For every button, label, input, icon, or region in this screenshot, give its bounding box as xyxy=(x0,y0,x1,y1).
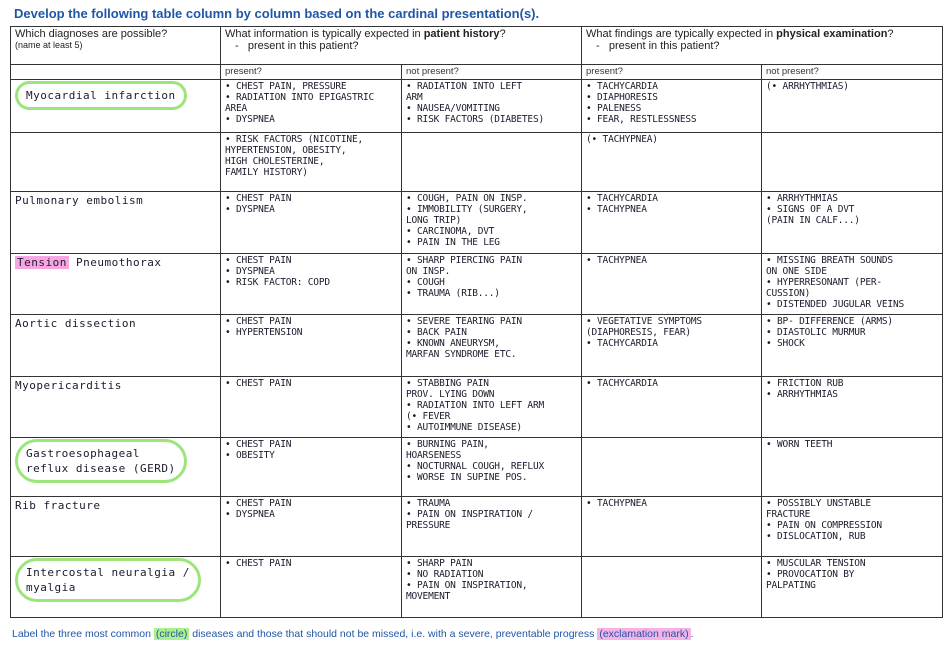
handwritten-line: • NO RADIATION xyxy=(406,568,484,580)
handwritten-line: • ARRHYTHMIAS xyxy=(766,388,838,400)
diagnosis-cell xyxy=(11,192,221,253)
handwritten-line: • MUSCULAR TENSION xyxy=(766,557,866,569)
handwritten-line: FRACTURE xyxy=(766,509,811,521)
footer-text-3: . xyxy=(690,628,694,640)
handwritten-line: • CHEST PAIN, PRESSURE xyxy=(225,81,347,92)
diagnosis-line: Pulmonary embolism xyxy=(15,194,144,208)
handwritten-line: • RISK FACTORS (NICOTINE, xyxy=(225,133,363,145)
handwritten-line: • DYSPNEA xyxy=(225,204,275,216)
diagnosis-cell xyxy=(11,80,221,133)
handwritten-line: CUSSION) xyxy=(766,287,811,299)
cell-exam-not xyxy=(762,132,943,191)
handwritten-line: • TACHYPNEA xyxy=(586,498,647,510)
header-exam xyxy=(582,27,943,65)
handwritten-line: • PROVOCATION BY xyxy=(766,568,855,580)
handwritten-line: • POSSIBLY UNSTABLE xyxy=(766,498,871,510)
handwritten-line: • DIAPHORESIS xyxy=(586,92,658,103)
handwritten-line: • NAUSEA/VOMITING xyxy=(406,103,500,114)
header-history-text: What information is typically expected in xyxy=(225,28,424,40)
cell-exam-not xyxy=(762,376,943,437)
diagnosis-cell xyxy=(11,253,221,314)
diagnosis-text xyxy=(15,193,216,208)
handwritten-line: • FRICTION RUB xyxy=(766,377,844,389)
cell-exam-present xyxy=(582,376,762,437)
diagnosis-prefix-highlight: Tension xyxy=(17,255,67,269)
handwritten-line: • RISK FACTOR: COPD xyxy=(225,276,330,288)
handwritten-line: • BURNING PAIN, xyxy=(406,438,489,450)
cell-exam-not xyxy=(762,80,943,133)
table-body xyxy=(11,80,943,618)
cell-hist-present xyxy=(221,253,402,314)
handwritten-line: • SEVERE TEARING PAIN xyxy=(406,316,522,328)
cell-hist-not xyxy=(402,437,582,496)
diagnosis-line: Pneumothorax xyxy=(75,255,162,269)
header-exam-end: ? xyxy=(887,28,894,40)
diagnosis-line: reflux disease (GERD) xyxy=(26,461,176,475)
footer-text-1: Label the three most common xyxy=(12,628,154,640)
header-history-sub: present in this patient? xyxy=(247,40,359,52)
cell-hist-present xyxy=(221,437,402,496)
handwritten-line: • SHARP PAIN xyxy=(406,557,473,569)
handwritten-line: ARM xyxy=(406,92,423,103)
header-diagnoses xyxy=(11,27,221,65)
header-exam-sub: present in this patient? xyxy=(608,40,720,52)
handwritten-line: • AUTOIMMUNE DISEASE) xyxy=(406,421,522,433)
header-history-bold: patient history xyxy=(423,28,500,40)
table-row xyxy=(11,253,943,314)
handwritten-line: • COUGH, PAIN ON INSP. xyxy=(406,193,528,205)
handwritten-line: • CHEST PAIN xyxy=(225,254,292,266)
handwritten-line: • PAIN ON INSPIRATION, xyxy=(406,579,528,591)
cell-hist-not xyxy=(402,497,582,556)
footer-text-2: diseases and those that should not be missed, i.e. with a severe, preventable progress xyxy=(189,628,598,640)
diagnosis-line: Aortic dissection xyxy=(15,317,137,331)
cell-hist-not xyxy=(402,192,582,253)
handwritten-line: • FEAR, RESTLESSNESS xyxy=(586,114,697,125)
handwritten-line: HYPERTENSION, OBESITY, xyxy=(225,144,347,156)
diagnosis-cell xyxy=(11,132,221,191)
handwritten-line: MOVEMENT xyxy=(406,590,451,602)
header-diagnoses-note: (name at least 5) xyxy=(15,40,83,50)
table-row xyxy=(11,376,943,437)
cell-exam-not xyxy=(762,437,943,496)
header-diagnoses-label: Which diagnoses are possible? xyxy=(15,28,168,40)
handwritten-line: • CHEST PAIN xyxy=(225,316,292,328)
handwritten-line: (• ARRHYTHMIAS) xyxy=(766,81,849,92)
handwritten-line: FAMILY HISTORY) xyxy=(225,166,308,178)
subheader-history-present: present? xyxy=(221,65,402,80)
diagnosis-text xyxy=(15,81,216,110)
header-history xyxy=(221,27,582,65)
handwritten-line: LONG TRIP) xyxy=(406,215,462,227)
common-disease-circle xyxy=(15,81,187,110)
handwritten-line: ON INSP. xyxy=(406,265,451,277)
handwritten-line: • TACHYPNEA xyxy=(586,254,647,266)
header-exam-text: What findings are typically expected in xyxy=(586,28,777,40)
cell-hist-not xyxy=(402,376,582,437)
handwritten-line: • PALENESS xyxy=(586,103,642,114)
handwritten-line: • BP- DIFFERENCE (ARMS) xyxy=(766,316,893,328)
handwritten-line: (PAIN IN CALF...) xyxy=(766,215,860,227)
table-row xyxy=(11,80,943,133)
differential-diagnosis-table xyxy=(10,26,943,618)
handwritten-line: AREA xyxy=(225,103,248,114)
handwritten-line: • CHEST PAIN xyxy=(225,438,292,450)
diagnosis-text xyxy=(15,498,216,513)
handwritten-line: • RISK FACTORS (DIABETES) xyxy=(406,114,544,125)
cell-hist-present xyxy=(221,80,402,133)
handwritten-line: • RADIATION INTO EPIGASTRIC xyxy=(225,92,375,103)
table-row xyxy=(11,437,943,496)
handwritten-line: (DIAPHORESIS, FEAR) xyxy=(586,327,691,339)
handwritten-line: • TACHYCARDIA xyxy=(586,81,658,92)
handwritten-line: • HYPERTENSION xyxy=(225,327,303,339)
table-row xyxy=(11,556,943,617)
cell-exam-present xyxy=(582,556,762,617)
diagnosis-text xyxy=(15,378,216,393)
subheader-exam-not-present: not present? xyxy=(762,65,943,80)
cell-exam-not xyxy=(762,192,943,253)
cell-hist-present xyxy=(221,132,402,191)
header-history-dash: - xyxy=(235,40,239,52)
handwritten-line: PRESSURE xyxy=(406,520,451,532)
handwritten-line: • ARRHYTHMIAS xyxy=(766,193,838,205)
diagnosis-text xyxy=(15,316,216,331)
diagnosis-cell xyxy=(11,315,221,376)
handwritten-line: • BACK PAIN xyxy=(406,327,467,339)
handwritten-line: • IMMOBILITY (SURGERY, xyxy=(406,204,528,216)
handwritten-line: • DYSPNEA xyxy=(225,265,275,277)
subheader-exam-present: present? xyxy=(582,65,762,80)
handwritten-line: • COUGH xyxy=(406,276,445,288)
handwritten-line: • KNOWN ANEURYSM, xyxy=(406,338,500,350)
handwritten-line: • TACHYPNEA xyxy=(586,204,647,216)
handwritten-line: HOARSENESS xyxy=(406,449,462,461)
common-disease-circle xyxy=(15,439,187,483)
cell-hist-present xyxy=(221,556,402,617)
handwritten-line: • DYSPNEA xyxy=(225,114,275,125)
handwritten-line: • TACHYCARDIA xyxy=(586,377,658,389)
handwritten-line: • DIASTOLIC MURMUR xyxy=(766,327,866,339)
diagnosis-line: myalgia xyxy=(26,580,76,594)
diagnosis-text xyxy=(15,558,216,602)
diagnosis-line: Myocardial infarction xyxy=(26,89,176,102)
handwritten-line: • TACHYCARDIA xyxy=(586,338,658,350)
diagnosis-line: Gastroesophageal xyxy=(26,446,140,460)
handwritten-line: • CHEST PAIN xyxy=(225,498,292,510)
handwritten-line: • VEGETATIVE SYMPTOMS xyxy=(586,316,702,328)
subheader-history-not-present: not present? xyxy=(402,65,582,80)
handwritten-line: MARFAN SYNDROME ETC. xyxy=(406,349,517,361)
header-exam-bold: physical examination xyxy=(776,28,888,40)
handwritten-line: ON ONE SIDE xyxy=(766,265,827,277)
header-history-end: ? xyxy=(499,28,506,40)
cell-exam-present xyxy=(582,497,762,556)
subheader-empty xyxy=(11,65,221,80)
cell-exam-present xyxy=(582,192,762,253)
handwritten-line: • HYPERRESONANT (PER- xyxy=(766,276,882,288)
handwritten-line: • CHEST PAIN xyxy=(225,557,292,569)
diagnosis-label xyxy=(15,193,216,208)
cell-hist-not xyxy=(402,132,582,191)
common-disease-circle xyxy=(15,558,201,602)
handwritten-line: • RADIATION INTO LEFT xyxy=(406,81,522,92)
handwritten-line: • PAIN ON INSPIRATION / xyxy=(406,509,533,521)
handwritten-line: PALPATING xyxy=(766,579,816,591)
cell-exam-present xyxy=(582,315,762,376)
cell-hist-not xyxy=(402,80,582,133)
handwritten-line: • CHEST PAIN xyxy=(225,193,292,205)
cell-exam-not xyxy=(762,556,943,617)
handwritten-line: • TACHYCARDIA xyxy=(586,193,658,205)
diagnosis-line: Rib fracture xyxy=(15,499,101,513)
diagnosis-cell xyxy=(11,376,221,437)
handwritten-line: • MISSING BREATH SOUNDS xyxy=(766,254,893,266)
cell-exam-not xyxy=(762,315,943,376)
handwritten-line: • NOCTURNAL COUGH, REFLUX xyxy=(406,460,544,472)
diagnosis-label xyxy=(15,378,216,393)
table-row xyxy=(11,497,943,556)
cell-hist-not xyxy=(402,556,582,617)
handwritten-line: (• FEVER xyxy=(406,410,451,422)
cell-exam-present xyxy=(582,253,762,314)
handwritten-line: • WORSE IN SUPINE POS. xyxy=(406,471,528,483)
handwritten-line: • STABBING PAIN xyxy=(406,377,489,389)
handwritten-line: • TRAUMA xyxy=(406,498,451,510)
diagnosis-label xyxy=(15,316,216,331)
footer-exclamation-label: (exclamation mark) xyxy=(599,628,689,640)
table-row xyxy=(11,192,943,253)
diagnosis-label xyxy=(15,498,216,513)
diagnosis-cell xyxy=(11,437,221,496)
handwritten-line: • WORN TEETH xyxy=(766,438,833,450)
header-exam-dash: - xyxy=(596,40,600,52)
handwritten-line: • CHEST PAIN xyxy=(225,377,292,389)
cell-exam-present xyxy=(582,132,762,191)
table-row xyxy=(11,315,943,376)
cell-exam-present xyxy=(582,80,762,133)
handwritten-line: • PAIN IN THE LEG xyxy=(406,237,500,249)
diagnosis-text xyxy=(15,439,216,483)
cell-exam-not xyxy=(762,497,943,556)
cell-exam-present xyxy=(582,437,762,496)
diagnosis-label xyxy=(15,256,161,269)
handwritten-line: • OBESITY xyxy=(225,449,275,461)
handwritten-line: • PAIN ON COMPRESSION xyxy=(766,520,882,532)
footer-circle-label: (circle) xyxy=(155,628,188,640)
cell-hist-present xyxy=(221,497,402,556)
handwritten-line: • SHOCK xyxy=(766,338,805,350)
cell-exam-not xyxy=(762,253,943,314)
page-title: Develop the following table column by column based on the cardinal presentation(s). xyxy=(14,6,540,21)
cell-hist-present xyxy=(221,192,402,253)
handwritten-line: HIGH CHOLESTERINE, xyxy=(225,155,325,167)
cell-hist-present xyxy=(221,376,402,437)
handwritten-line: • DISLOCATION, RUB xyxy=(766,531,866,543)
handwritten-line: (• TACHYPNEA) xyxy=(586,133,658,145)
handwritten-line: • SIGNS OF A DVT xyxy=(766,204,855,216)
diagnosis-line: Myopericarditis xyxy=(15,378,122,392)
table-row xyxy=(11,132,943,191)
diagnosis-text xyxy=(15,255,216,270)
handwritten-line: • DISTENDED JUGULAR VEINS xyxy=(766,298,904,310)
cell-hist-not xyxy=(402,253,582,314)
cell-hist-present xyxy=(221,315,402,376)
instructions-footer xyxy=(12,628,694,640)
handwritten-line: • CARCINOMA, DVT xyxy=(406,226,495,238)
handwritten-line: PROV. LYING DOWN xyxy=(406,388,495,400)
cell-hist-not xyxy=(402,315,582,376)
diagnosis-line: Intercostal neuralgia / xyxy=(26,565,190,579)
diagnosis-cell xyxy=(11,556,221,617)
diagnosis-cell xyxy=(11,497,221,556)
handwritten-line: • TRAUMA (RIB...) xyxy=(406,287,500,299)
handwritten-line: • DYSPNEA xyxy=(225,509,275,521)
handwritten-line: • SHARP PIERCING PAIN xyxy=(406,254,522,266)
handwritten-line: • RADIATION INTO LEFT ARM xyxy=(406,399,544,411)
